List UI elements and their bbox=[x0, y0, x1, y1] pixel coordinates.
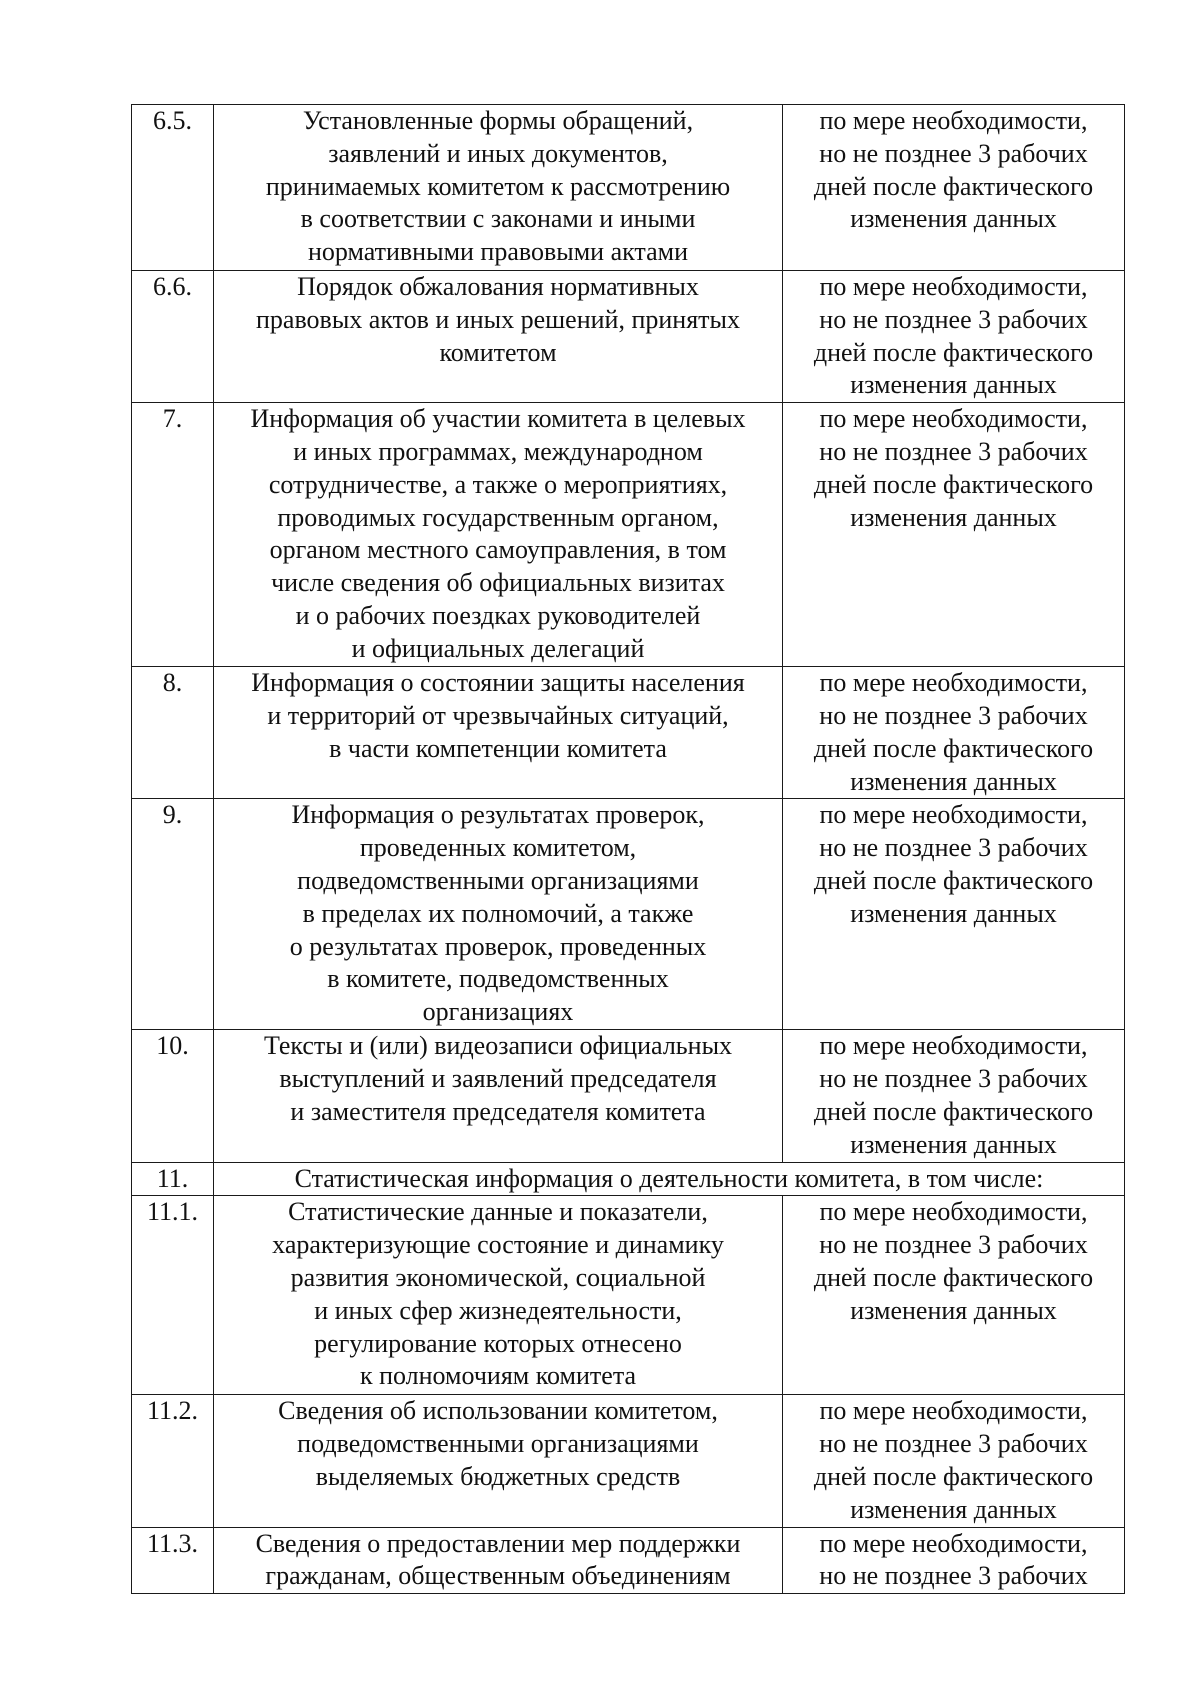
information-name bbox=[214, 271, 783, 403]
information-name-line: к полномочиям комитета bbox=[359, 1361, 637, 1391]
information-name-line: в пределах их полномочий, а также bbox=[302, 898, 694, 928]
information-name-line: Установленные формы обращений, bbox=[302, 106, 694, 135]
information-name-line: сотрудничестве, а также о мероприятиях, bbox=[268, 469, 728, 499]
information-name-line: и заместителя председателя комитета bbox=[290, 1096, 706, 1126]
information-name-line: Тексты и (или) видеозаписи официальных bbox=[263, 1031, 733, 1061]
information-name-line: комитетом bbox=[439, 337, 557, 367]
update-term bbox=[783, 1030, 1125, 1162]
information-name-line: правовых актов и иных решений, принятых bbox=[255, 304, 740, 334]
information-name-line: и о рабочих поездках руководителей bbox=[295, 600, 701, 630]
update-term-line: дней после фактического bbox=[813, 865, 1094, 895]
update-term-line: изменения данных bbox=[850, 1295, 1057, 1325]
update-term-line: но не позднее 3 рабочих bbox=[819, 138, 1088, 168]
information-name bbox=[214, 799, 783, 1030]
update-term-line: изменения данных bbox=[850, 1129, 1057, 1159]
table-row bbox=[132, 1030, 1125, 1162]
row-number: 10. bbox=[132, 1030, 214, 1162]
information-name-line: и иных программах, международном bbox=[293, 436, 703, 466]
row-number: 11. bbox=[132, 1162, 214, 1196]
update-term-line: но не позднее 3 рабочих bbox=[819, 700, 1088, 730]
update-term-line: по мере необходимости, bbox=[819, 668, 1088, 698]
table-row bbox=[132, 271, 1125, 403]
information-name bbox=[214, 403, 783, 667]
update-term bbox=[783, 1527, 1125, 1594]
information-name-line: и территорий от чрезвычайных ситуаций, bbox=[267, 700, 729, 730]
update-term-line: но не позднее 3 рабочих bbox=[819, 1561, 1088, 1591]
table-row bbox=[132, 667, 1125, 799]
information-name-line: подведомственными организациями bbox=[297, 1429, 699, 1459]
information-name bbox=[214, 1395, 783, 1527]
update-term-line: по мере необходимости, bbox=[819, 1528, 1088, 1558]
update-term-line: изменения данных bbox=[850, 766, 1057, 796]
information-name-line: регулирование которых отнесено bbox=[314, 1328, 682, 1358]
update-term-line: дней после фактического bbox=[813, 171, 1094, 201]
row-number: 9. bbox=[132, 799, 214, 1030]
update-term-line: но не позднее 3 рабочих bbox=[819, 833, 1088, 863]
row-number: 11.3. bbox=[132, 1527, 214, 1594]
update-term bbox=[783, 105, 1125, 271]
update-term-line: изменения данных bbox=[850, 898, 1057, 928]
update-term bbox=[783, 403, 1125, 667]
information-name-line: числе сведения об официальных визитах bbox=[271, 568, 725, 598]
update-term-line: по мере необходимости, bbox=[819, 1031, 1088, 1061]
section-heading: Статистическая информация о деятельности комитета, в том числе: bbox=[214, 1162, 1125, 1196]
table-body bbox=[132, 105, 1125, 1594]
information-name-line: проводимых государственным органом, bbox=[277, 502, 719, 532]
information-name-line: в комитете, подведомственных bbox=[327, 964, 669, 994]
information-name-line: подведомственными организациями bbox=[297, 865, 699, 895]
information-name-line: Сведения об использовании комитетом, bbox=[278, 1396, 718, 1426]
update-term-line: но не позднее 3 рабочих bbox=[819, 1064, 1088, 1094]
update-term-line: но не позднее 3 рабочих bbox=[819, 304, 1088, 334]
information-name-line: в соответствии с законами и иными bbox=[300, 204, 696, 234]
update-term-line: по мере необходимости, bbox=[819, 272, 1088, 301]
information-name-line: и иных сфер жизнедеятельности, bbox=[314, 1295, 682, 1325]
update-term-line: по мере необходимости, bbox=[819, 1197, 1088, 1227]
information-name-line: органом местного самоуправления, в том bbox=[269, 535, 727, 565]
information-name-line: Информация о состоянии защиты населения bbox=[251, 668, 745, 698]
information-name-line: нормативными правовыми актами bbox=[307, 237, 689, 267]
information-name-line: и официальных делегаций bbox=[351, 633, 645, 663]
table-row bbox=[132, 1162, 1125, 1196]
table-row bbox=[132, 799, 1125, 1030]
update-term bbox=[783, 799, 1125, 1030]
information-name-line: Информация о результатах проверок, bbox=[291, 800, 705, 830]
update-term-line: но не позднее 3 рабочих bbox=[819, 1429, 1088, 1459]
information-name-line: Сведения о предоставлении мер поддержки bbox=[255, 1528, 741, 1558]
row-number: 8. bbox=[132, 667, 214, 799]
table-row bbox=[132, 1196, 1125, 1395]
update-term-line: по мере необходимости, bbox=[819, 404, 1088, 434]
information-name-line: принимаемых комитетом к рассмотрению bbox=[265, 171, 731, 201]
update-term bbox=[783, 1196, 1125, 1395]
information-name-line: выступлений и заявлений председателя bbox=[279, 1064, 717, 1094]
table-row bbox=[132, 1527, 1125, 1594]
update-term-line: но не позднее 3 рабочих bbox=[819, 436, 1088, 466]
update-term-line: по мере необходимости, bbox=[819, 1396, 1088, 1426]
information-name-line: выделяемых бюджетных средств bbox=[315, 1461, 681, 1491]
update-term-line: изменения данных bbox=[850, 370, 1057, 400]
information-name bbox=[214, 1030, 783, 1162]
information-name-line: в части компетенции комитета bbox=[329, 733, 667, 763]
table-row bbox=[132, 1395, 1125, 1527]
information-name-line: проведенных комитетом, bbox=[359, 833, 637, 863]
information-name-line: Информация об участии комитета в целевых bbox=[250, 404, 746, 434]
information-name-line: организациях bbox=[422, 997, 574, 1027]
information-name bbox=[214, 667, 783, 799]
update-term-line: дней после фактического bbox=[813, 1096, 1094, 1126]
update-term-line: по мере необходимости, bbox=[819, 106, 1088, 135]
update-term bbox=[783, 1395, 1125, 1527]
row-number: 6.6. bbox=[132, 271, 214, 403]
table-row bbox=[132, 403, 1125, 667]
row-number: 11.2. bbox=[132, 1395, 214, 1527]
update-term-line: дней после фактического bbox=[813, 337, 1094, 367]
document-table bbox=[131, 104, 1125, 1594]
update-term-line: дней после фактического bbox=[813, 469, 1094, 499]
row-number: 7. bbox=[132, 403, 214, 667]
information-name-line: характеризующие состояние и динамику bbox=[272, 1230, 724, 1260]
information-name bbox=[214, 1527, 783, 1594]
update-term-line: дней после фактического bbox=[813, 1461, 1094, 1491]
information-name bbox=[214, 105, 783, 271]
update-term-line: дней после фактического bbox=[813, 1262, 1094, 1292]
information-name-line: Порядок обжалования нормативных bbox=[297, 272, 699, 301]
information-name-line: развития экономической, социальной bbox=[290, 1262, 706, 1292]
update-term-line: изменения данных bbox=[850, 1494, 1057, 1524]
update-term-line: изменения данных bbox=[850, 204, 1057, 234]
information-name-line: Статистические данные и показатели, bbox=[288, 1197, 708, 1227]
information-name-line: заявлений и иных документов, bbox=[328, 138, 668, 168]
information-name bbox=[214, 1196, 783, 1395]
update-term-line: изменения данных bbox=[850, 502, 1057, 532]
update-term bbox=[783, 667, 1125, 799]
table-row bbox=[132, 105, 1125, 271]
row-number: 6.5. bbox=[132, 105, 214, 271]
update-term bbox=[783, 271, 1125, 403]
row-number: 11.1. bbox=[132, 1196, 214, 1395]
information-name-line: о результатах проверок, проведенных bbox=[289, 931, 707, 961]
update-term-line: но не позднее 3 рабочих bbox=[819, 1230, 1088, 1260]
information-name-line: гражданам, общественным объединениям bbox=[265, 1561, 731, 1591]
update-term-line: дней после фактического bbox=[813, 733, 1094, 763]
update-term-line: по мере необходимости, bbox=[819, 800, 1088, 830]
